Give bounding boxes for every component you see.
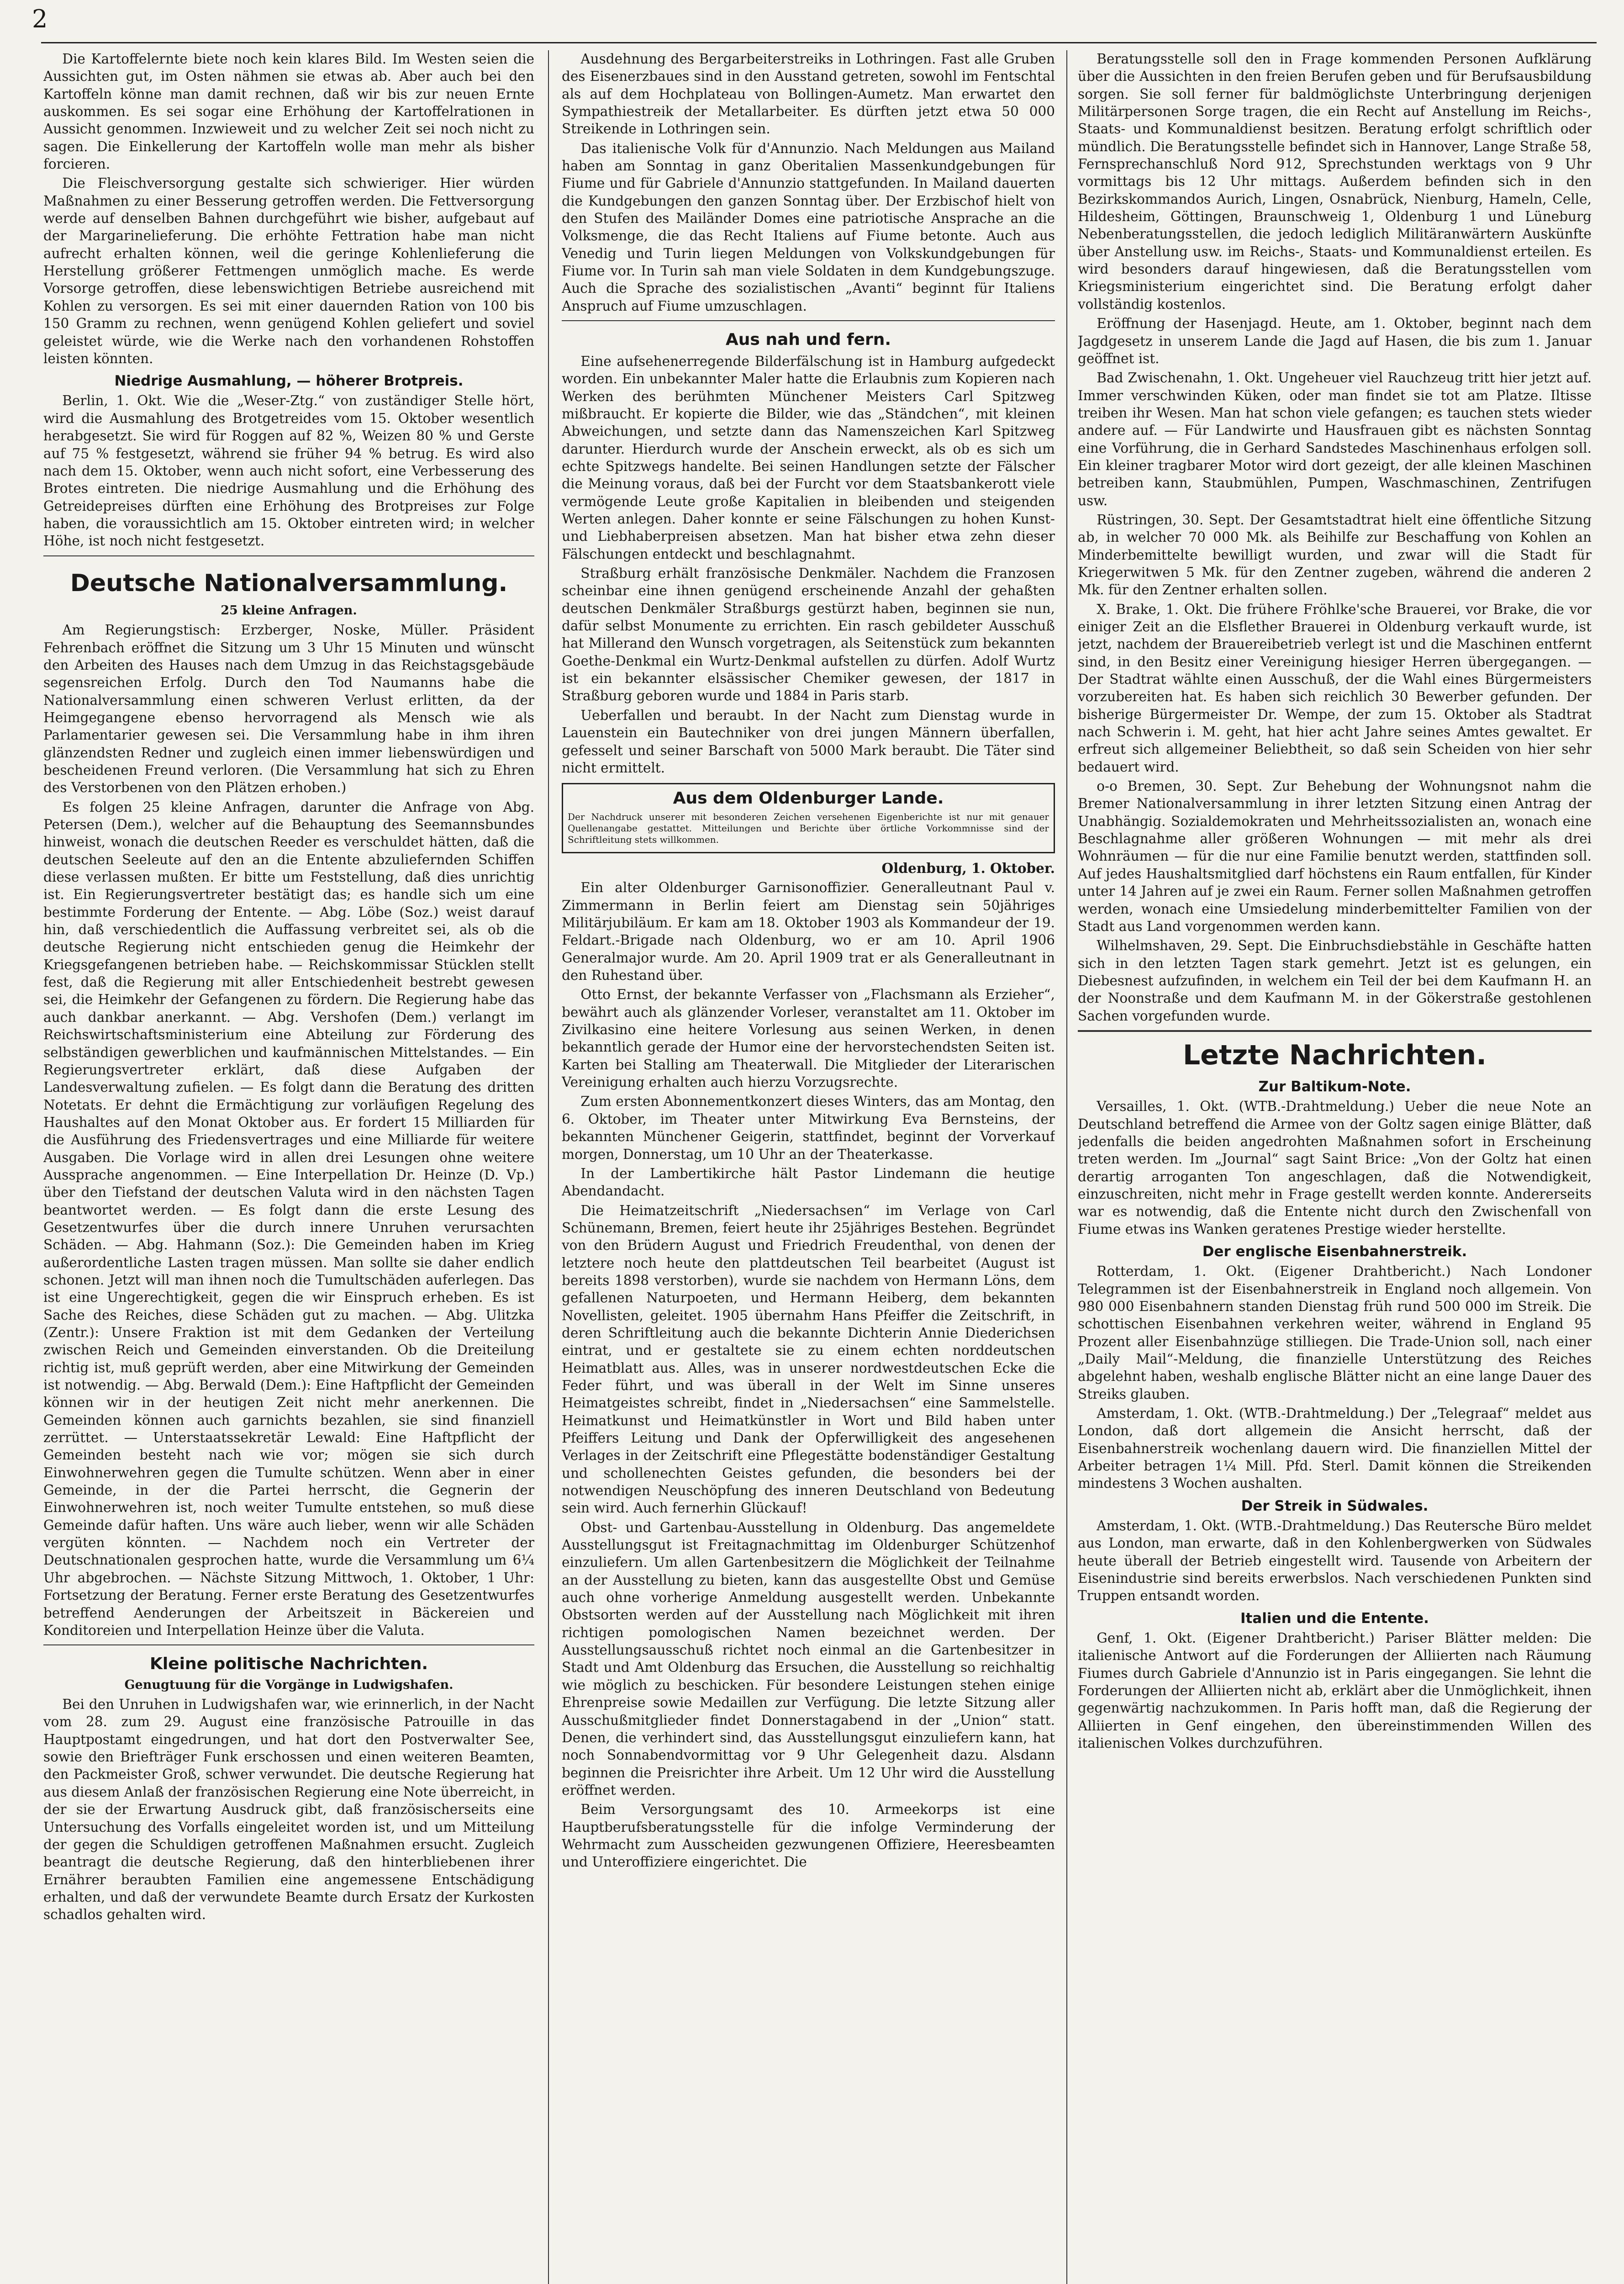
paragraph-strassburg: Straßburg erhält französische Denkmäler. Nachdem die Franzosen scheinbar eine ihnen genügend erscheinende Anzahl der gehaßten deutschen Denkmäler Straßburgs gestürzt haben, beginnen sie nun, dafür selbst Monumente zu errichten. Ein rasch gebildeter Ausschuß hat Millerand den Wunsch vorgetragen, als Seitenstück zum bekannten Goethe-Denkmal ein Wurtz-Denkmal aufstellen zu dürfen. Adolf Wurtz ist ein bekannter elsässischer Chemiker gewesen, der 1817 in Straßburg geboren wurde und 1884 in Paris starb. bbox=[562, 566, 1055, 704]
headline-nah-und-fern: Aus nah und fern. bbox=[725, 330, 891, 349]
paragraph-zwischenahn: Bad Zwischenahn, 1. Okt. Ungeheuer viel Rauchzeug tritt hier jetzt auf. Immer verschwinden Küken, oder man findet sie tot am Platze. Iltisse treiben ihr Wesen. Man hat schon viele gefangen; es tauchen stets wieder andere auf. — Für Landwirte und Hausfrauen gibt es nächsten Sonntag eine Vorführung, die in Gerhard Sandstedes Maschinenhaus erfolgen soll. Ein kleiner tragbarer Motor wird dort gezeigt, der alle kleinen Maschinen betreiben kann, Staubmühlen, Pumpen, Waschmaschinen, Zentrifugen usw. bbox=[1078, 370, 1592, 508]
paragraph-lothringen: Ausdehnung des Bergarbeiterstreiks in Lothringen. Fast alle Gruben des Eisenerzbaues sind in den Ausstand getreten, sowohl im Fentschtal als auf dem Hochplateau von Bollingen-Aumetz. Man erwartet den Sympathiestreik der Metallarbeiter. Es dürften jetzt etwa 50 000 Streikende in Lothringen sein. bbox=[562, 51, 1055, 137]
paragraph-beratungsstelle: Beratungsstelle soll den in Frage kommenden Personen Aufklärung über die Aussichten in den freien Berufen geben und für Berufsausbildung sorgen. Sie soll ferner für baldmöglichste Unterbringung derjenigen Militärpersonen Sorge tragen, die ein Recht auf Anstellung im Reichs-, Staats- und Kommunaldienst besitzen. Beratung erfolgt schriftlich oder mündlich. Die Beratungsstelle befindet sich in Hannover, Lange Straße 58, Fernsprechanschluß Nord 912, Sprechstunden werktags von 9 Uhr vormittags bis 12 Uhr mittags. Außerdem befinden sich in den Bezirkskommandos Aurich, Lingen, Osnabrück, Nienburg, Hameln, Celle, Hildesheim, Göttingen, Braunschweig 1, Oldenburg 1 und Lüneburg Nebenberatungsstellen, die jedoch lediglich Militäranwärtern Auskünfte über Anstellung usw. im Reichs-, Staats- und Kommunaldienst erteilen. Es wird besonders darauf hingewiesen, daß die Beratungsstellen vom Kriegsministerium eingerichtet sind. Die Beratung erfolgt daher vollständig kostenlos. bbox=[1078, 51, 1592, 312]
paragraph-kartoffelernte: Die Kartoffelernte biete noch kein klares Bild. Im Westen seien die Aussichten gut, im Osten nähmen sie etwas ab. Aber auch bei den Kartoffeln könne man damit rechnen, daß wir bis zur neuen Ernte auskommen. Es sei sogar eine Erhöhung der Kartoffelrationen in Aussicht genommen. Inzwieweit und zu welcher Zeit sei noch nicht zu sagen. Die Einkellerung der Kartoffeln wolle man mehr als bisher forcieren. bbox=[43, 51, 534, 172]
paragraph-niedersachsen: Die Heimatzeitschrift „Niedersachsen“ im Verlage von Carl Schünemann, Bremen, feiert heute ihr 25jähriges Bestehen. Begründet von den Brüdern August und Friedrich Freudenthal, von denen der letztere noch heute den plattdeutschen Teil bearbeitet (August ist bereits 1898 verstorben), wurde sie nachdem von Hermann Löns, dem gefallenen Naturpoeten, und Hermann Heiberg, dem bekannten Novellisten, geleitet. 1905 übernahm Hans Pfeiffer die Zeitschrift, in deren Schriftleitung auch die bekannte Dichterin Annie Diederichsen eintrat, und er gestaltete sie zu einem echten norddeutschen Heimatblatt aus. Alles, was in unserer nordwestdeutschen Ecke die Feder führt, und was überall in der Welt im Sinne unseres Heimatgeistes schreibt, findet in „Niedersachsen“ eine Sammelstelle. Heimatkunst und Heimatkünstler in Wort und Bild haben unter Pfeiffers Leitung und Dank der Opferwilligkeit des angesehenen Verlages in der Zeitschrift eine Pflegestätte bodenständiger Gestaltung und schollenechten Geistes gefunden, die besonders bei der notwendigen Neuschöpfung des inneren Deutschland von Bedeutung sein wird. Auch fernerhin Glückauf! bbox=[562, 1202, 1055, 1516]
subheadline-anfragen: 25 kleine Anfragen. bbox=[221, 603, 357, 618]
column-1 bbox=[43, 50, 534, 2284]
headline-baltikum-note: Zur Baltikum-Note. bbox=[1258, 1078, 1411, 1095]
paragraph-fleischversorgung: Die Fleischversorgung gestalte sich schwieriger. Hier würden Maßnahmen zu einer Besserung getroffen werden. Die Fettversorgung werde auf denselben Bahnen durchgeführt wie bisher, aufgebaut auf der Margarinelieferung. Die erhöhte Fettration habe man nicht aufrecht erhalten können, weil die geringe Kohlenlieferung die Herstellung größerer Fettmengen unmöglich mache. Es werde Vorsorge getroffen, diese lebenswichtigen Betriebe ausreichend mit Kohlen zu versorgen. Es sei mit einer dauernden Ration von 100 bis 150 Gramm zu rechnen, wenn genügend Kohlen geliefert und soviel geleistet würde, wie die Werke nach den vorhandenen Rohstoffen leisten könnten. bbox=[43, 175, 534, 366]
headline-eisenbahnerstreik: Der englische Eisenbahnerstreik. bbox=[1202, 1243, 1467, 1260]
paragraph-lambertikirche: In der Lambertikirche hält Pastor Lindemann die heutige Abendandacht. bbox=[562, 1165, 1055, 1199]
column-2 bbox=[562, 50, 1055, 2284]
headline-ausmahlung: Niedrige Ausmahlung, — höherer Brotpreis. bbox=[114, 373, 464, 390]
paragraph-anfragen: Es folgen 25 kleine Anfragen, darunter die Anfrage von Abg. Petersen (Dem.), welcher auf die Behauptung des Seemannsbundes hinweist, wonach die deutschen Reeder es verschuldet hätten, daß die deutschen Seeleute auf den an die Entente abzuliefernden Schiffen diese verlassen mußten. Er bitte um Feststellung, daß dies unrichtig ist. Ein Regierungsvertreter bestätigt das; es handle sich um eine bestimmte Forderung der Entente. — Abg. Löbe (Soz.) weist darauf hin, daß verschiedentlich die Auffassung verbreitet sei, als ob die deutsche Regierung nicht entschieden genug die Heimkehr der Kriegsgefangenen betrieben habe. — Reichskommissar Stücklen stellt fest, daß die Regierung mit aller Entschiedenheit bestrebt gewesen sei, die Heimkehr der Gefangenen zu fördern. Die Regierung habe das auch dankbar anerkannt. — Abg. Vershofen (Dem.) verlangt im Reichswirtschaftsministerium eine Abteilung zur Förderung des selbständigen gewerblichen und kaufmännischen Mittelstandes. — Ein Regierungsvertreter erklärt, daß diese Aufgaben der Landesverwaltung zufielen. — Es folgt dann die Beratung des dritten Notetats. Er dehnt die Ermächtigung zur vorläufigen Regelung des Haushaltes auf den Monat Oktober aus. Er fordert 15 Milliarden für die Ausführung des Friedensvertrages und eine Milliarde für weitere Ausgaben. Die Vorlage wird in allen drei Lesungen ohne weitere Aussprache angenommen. — Eine Interpellation Dr. Heinze (D. Vp.) über den Tiefstand der deutschen Valuta wird in den nächsten Tagen beantwortet werden. — Es folgt dann die erste Lesung des Gesetzentwurfes über die durch innere Unruhen verursachten Schäden. — Abg. Hahmann (Soz.): Die Gemeinden haben im Krieg außerordentliche Lasten tragen müssen. Man sollte sie daher endlich schonen. Jetzt will man ihnen noch die Tumultschäden auferlegen. Das ist eine Ungerechtigkeit, gegen die wir Einspruch erheben. Es ist Sache des Reiches, diese Schäden gut zu machen. — Abg. Ulitzka (Zentr.): Unsere Fraktion ist mit dem Gedanken der Verteilung zwischen Reich und Gemeinden einverstanden. Ob die Dreiteilung richtig ist, muß geprüft werden, aber eine Mitwirkung der Gemeinden ist notwendig. — Abg. Berwald (Dem.): Eine Haftpflicht der Gemeinden können wir in der heutigen Zeit nicht mehr anerkennen. Die Gemeinden können auch garnichts bezahlen, sie sind finanziell zerrüttet. — Unterstaatssekretär Lewald: Eine Haftpflicht der Gemeinden besteht nach wie vor; mögen sie sich durch Einwohnerwehren gegen die Tumulte schützen. Wenn aber in einer Gemeinde, in der die Partei herrscht, die Gegnerin der Einwohnerwehren ist, noch weiter Tumulte entstehen, so muß diese Gemeinde dafür haften. Uns wäre auch lieber, wenn wir alle Schäden vergüten könnten. — Nachdem noch ein Vertreter der Deutschnationalen gesprochen hatte, wurde die Versammlung um 6¼ Uhr abgebrochen. — Nächste Sitzung Mittwoch, 1. Oktober, 1 Uhr: Fortsetzung der Beratung. Ferner erste Beratung des Gesetzentwurfes betreffend Aenderungen der Arbeitszeit in Bäckereien und Konditoreien und Interpellation Heinze über die Valuta. bbox=[43, 799, 534, 1638]
paragraph-versorgungsamt: Beim Versorgungsamt des 10. Armeekorps ist eine Hauptberufsberatungsstelle für die infolge Verminderung der Wehrmacht zum Ausscheiden gezwungenen Offiziere, Heeresbeamten und Unteroffiziere eingerichtet. Die bbox=[562, 1802, 1055, 1870]
paragraph-sitzung: Am Regierungstisch: Erzberger, Noske, Müller. Präsident Fehrenbach eröffnet die Sitzung um 3 Uhr 15 Minuten und wünscht den Arbeiten des Hauses nach dem Umzug in das Reichstagsgebäude segensreichen Erfolg. Durch den Tod Naumanns habe die Nationalversammlung einen schweren Verlust erlitten, da der Heimgegangene ebenso hervorragend als Mensch wie als Parlamentarier gewesen sei. Die Versammlung habe in ihm ihren glänzendsten Redner und zugleich einen immer liebenswürdigen und bescheidenen Freund verloren. (Die Versammlung hat sich zu Ehren des Verstorbenen von den Plätzen erhoben.) bbox=[43, 622, 534, 796]
paragraph-amsterdam-reuter: Amsterdam, 1. Okt. (WTB.-Drahtmeldung.) Das Reutersche Büro meldet aus London, man erwarte, daß in den Kohlenbergwerken von Südwales heute überall der Betrieb eingestellt wird. Tausende von Arbeitern der Eisenindustrie sind bereits erwerbslos. Nach verschiedenen Punkten sind Truppen entsandt worden. bbox=[1078, 1518, 1592, 1604]
reprint-notice: Der Nachdruck unserer mit besonderen Zeichen versehenen Eigenberichte ist nur mit genauer Quellenangabe gestattet. Mitteilungen und Berichte über örtliche Vorkommnisse sind der Schriftleitung stets willkommen. bbox=[568, 811, 1049, 845]
paragraph-gartenbau: Obst- und Gartenbau-Ausstellung in Oldenburg. Das angemeldete Ausstellungsgut ist Freitagnachmittag im Oldenburger Schützenhof einzuliefern. Um allen Gartenbesitzern die Möglichkeit der Teilnahme an der Ausstellung zu bieten, kann das ausgestellte Obst und Gemüse auch ohne vorherige Anmeldung ausgestellt werden. Unbekannte Obstsorten werden auf der Ausstellung nach Möglichkeit mit ihren richtigen pomologischen Namen bezeichnet werden. Der Ausstellungsausschuß richtet noch einmal an die Gartenbesitzer in Stadt und Amt Oldenburg das Ersuchen, die Ausstellung so reichhaltig wie möglich zu beschicken. Für besondere Leistungen stehen einige Ehrenpreise sowie Medaillen zur Verfügung. Die letzte Sitzung aller Ausschußmitglieder findet Donnerstagabend in der „Union“ statt. Denen, die verhindert sind, das Ausstellungsgut einzuliefern kann, hat noch Sonnabendvormittag vor 9 Uhr Gelegenheit dazu. Alsdann beginnen die Preisrichter ihre Arbeit. Um 12 Uhr wird die Ausstellung eröffnet werden. bbox=[562, 1519, 1055, 1798]
paragraph-abonnementkonzert: Zum ersten Abonnementkonzert dieses Winters, das am Montag, den 6. Oktober, im Theater unter Mitwirkung Eva Bernsteins, der bekannten Münchener Geigerin, stattfindet, beginnt der Vorverkauf morgen, Donnerstag, um 10 Uhr an der Theaterkasse. bbox=[562, 1094, 1055, 1162]
dateline-oldenburg: Oldenburg, 1. Oktober. bbox=[881, 860, 1055, 876]
headline-kleine-nachrichten: Kleine politische Nachrichten. bbox=[149, 1655, 428, 1674]
paragraph-bilderfaelschung: Eine aufsehenerregende Bilderfälschung ist in Hamburg aufgedeckt worden. Ein unbekannter Maler hatte die Erlaubnis zum Kopieren nach Werken des berühmten Münchener Meisters Carl Spitzweg mißbraucht. Er kopierte die Bilder, wie das „Ständchen“, mit kleinen Abweichungen, und setzte dann das Namenszeichen Karl Spitzweg darunter. Hierdurch wurde der Anschein erweckt, als ob es sich um echte Spitzwegs handelte. Bei seinen Handlungen setzte der Fälscher die Meinung voraus, daß bei der Furcht vor dem Staatsbankerott viele vermögende Leute große Kapitalien in bleibenden und steigenden Werten anlegen. Daher konnte er seine Fälschungen zu hohen Kunst- und Liebhaberpreisen absetzen. Man hat bisher etwa zehn dieser Fälschungen entdeckt und beschlagnahmt. bbox=[562, 353, 1055, 562]
headline-nationalversammlung: Deutsche Nationalversammlung. bbox=[70, 569, 508, 597]
headline-oldenburger-lande: Aus dem Oldenburger Lande. bbox=[673, 789, 944, 808]
divider bbox=[43, 1644, 534, 1645]
page-number: 2 bbox=[32, 5, 48, 33]
header-rule bbox=[41, 42, 1597, 43]
paragraph-rotterdam: Rotterdam, 1. Okt. (Eigener Drahtbericht.) Nach Londoner Telegrammen ist der Eisenbahnerstreik in England noch allgemein. Von 980 000 Eisenbahnern standen Dienstag früh rund 500 000 im Streik. Die schottischen Eisenbahnen verkehren weiter, während in England 95 Prozent aller Eisenbahnzüge stilliegen. Die Trade-Union soll, nach einer „Daily Mail“-Meldung, die finanzielle Unterstützung des Reiches abgelehnt haben, weshalb englische Blätter nicht an eine lange Dauer des Streiks glauben. bbox=[1078, 1264, 1592, 1402]
paragraph-versailles: Versailles, 1. Okt. (WTB.-Drahtmeldung.) Ueber die neue Note an Deutschland betreffend die Armee von der Goltz sagen einige Blätter, daß jedenfalls die beiden angedrohten Maßnahmen sofort in Erscheinung treten werden. Im „Journal“ sagt Saint Brice: „Von der Goltz hat einen derartig arroganten Ton angeschlagen, daß die Notwendigkeit, einzuschreiten, nicht mehr in Frage gestellt werden konnte. Andererseits war es notwendig, daß die Entente nicht durch den Zwischenfall von Fiume etwas ins Wanken geratenes Prestige wieder herstellte. bbox=[1078, 1099, 1592, 1237]
column-3 bbox=[1078, 50, 1592, 2284]
oldenburg-section-box bbox=[562, 783, 1055, 853]
column-divider-2 bbox=[1066, 50, 1067, 2284]
paragraph-bremen: o-o Bremen, 30. Sept. Zur Behebung der Wohnungsnot nahm die Bremer Nationalversammlung in ihrer letzten Sitzung einen Antrag der Unabhängig. Sozialdemokraten und Mehrheitssozialisten an, wonach eine Beschlagnahme aller größeren Wohnungen — mit mehr als drei Wohnräumen — für die nur eine Familie benutzt werden, stattfinden soll. Auf jedes Haushaltsmitglied darf höchstens ein Raum entfallen, für Kinder unter 14 Jahren auf je zwei ein Raum. Ferner sollen Maßnahmen getroffen werden, wonach eine Umsiedelung minderbemittelter Familien von der Stadt aus Land vorgenommen werden kann. bbox=[1078, 778, 1592, 934]
column-divider-1 bbox=[548, 50, 549, 2284]
paragraph-fiume-kundgebungen: Das italienische Volk für d'Annunzio. Nach Meldungen aus Mailand haben am Sonntag in ganz Oberitalien Massenkundgebungen für Fiume und für Gabriele d'Annunzio stattgefunden. In Mailand dauerten die Kundgebungen den ganzen Sonntag über. Der Erzbischof hielt von den Stufen des Mailänder Domes eine patriotische Ansprache an die Volksmenge, die das Recht Italiens auf Fiume betonte. Auch aus Venedig und Turin liegen Meldungen von Volkskundgebungen für Fiume vor. In Turin sah man viele Soldaten in dem Kundgebungszuge. Auch die Sprache des sozialistischen „Avanti“ beginnt für Italiens Anspruch auf Fiume umzuschlagen. bbox=[562, 140, 1055, 314]
paragraph-ueberfallen: Ueberfallen und beraubt. In der Nacht zum Dienstag wurde in Lauenstein ein Bautechniker von drei jungen Männern überfallen, gefesselt und seiner Barschaft von 5000 Mark beraubt. Die Täter sind nicht ermittelt. bbox=[562, 707, 1055, 776]
paragraph-ludwigshafen: Bei den Unruhen in Ludwigshafen war, wie erinnerlich, in der Nacht vom 28. zum 29. August eine französische Patrouille in das Hauptpostamt eingedrungen, und hat dort den Postverwalter See, sowie den Briefträger Funk erschossen und einen weiteren Beamten, den Packmeister Groß, schwer verwundet. Die deutsche Regierung hat aus diesem Anlaß der französischen Regierung eine Note überreicht, in der sie der Erwartung Ausdruck gibt, daß französischerseits eine Untersuchung des Vorfalls eingeleitet worden ist, und um Mitteilung der gegen die Schuldigen getroffenen Maßnahmen ersucht. Zugleich beantragt die deutsche Regierung, daß den hinterbliebenen ihrer Ernährer beraubten Familien eine angemessene Entschädigung erhalten, und daß der verwundete Beamte durch Ersatz der Kurkosten schadlos gehalten wird. bbox=[43, 1697, 534, 1923]
divider bbox=[562, 320, 1055, 321]
divider bbox=[1078, 1030, 1592, 1032]
paragraph-brotpreis: Berlin, 1. Okt. Wie die „Weser-Ztg.“ von zuständiger Stelle hört, wird die Ausmahlung des Brotgetreides vom 15. Oktober wesentlich herabgesetzt. Sie wird für Roggen auf 82 %, Weizen 80 % und Gerste auf 75 % festgesetzt, während sie früher 94 % betrug. Es wird also nach dem 15. Oktober, wenn auch nicht sofort, eine Verbesserung des Brotes eintreten. Die niedrige Ausmahlung und die Erhöhung des Getreidepreises dürften eine Erhöhung des Brotpreises zur Folge haben, die voraussichtlich am 15. Oktober eintreten wird; in welcher Höhe, ist noch nicht festgesetzt. bbox=[43, 393, 534, 549]
paragraph-brake: X. Brake, 1. Okt. Die frühere Fröhlke'sche Brauerei, vor Brake, die vor einiger Zeit an die Elsflether Brauerei in Oldenburg verkauft wurde, ist jetzt, nachdem der Brauereibetrieb verlegt ist und die Maschinen entfernt sind, in den Besitz einer Vereinigung hiesiger Herren übergegangen. — Der Stadtrat wählte einen Ausschuß, der die Wahl eines Bürgermeisters vorzubereiten hat. Es haben sich reichlich 30 Bewerber gefunden. Der bisherige Bürgermeister Dr. Wempe, der zum 15. Oktober als Stadtrat nach Schwerin i. M. geht, hat hier acht Jahre seines Amtes gewaltet. Er erfreut sich allgemeiner Beliebtheit, so daß sein Scheiden von hier sehr bedauert wird. bbox=[1078, 601, 1592, 775]
paragraph-garnisonoffizier: Ein alter Oldenburger Garnisonoffizier. Generalleutnant Paul v. Zimmermann in Berlin feiert am Dienstag sein 50jähriges Militärjubiläum. Er kam am 18. Oktober 1903 als Kommandeur der 19. Feldart.-Brigade nach Oldenburg, wo er am 10. April 1906 Generalmajor wurde. Am 20. April 1909 trat er als Generalleutnant in den Ruhestand über. bbox=[562, 880, 1055, 983]
paragraph-otto-ernst: Otto Ernst, der bekannte Verfasser von „Flachsmann als Erzieher“, bewährt auch als glänzender Vorleser, veranstaltet am 11. Oktober im Zivilkasino eine heitere Vorlesung aus seinen Werken, in denen bekanntlich gerade der Humor eine der hervorstechendsten Seiten ist. Karten bei Stalling am Theaterwall. Die Mitglieder der Literarischen Vereinigung erhalten auch hierzu Vorzugsrechte. bbox=[562, 987, 1055, 1090]
headline-streik-suedwales: Der Streik in Südwales. bbox=[1241, 1497, 1429, 1514]
headline-letzte-nachrichten: Letzte Nachrichten. bbox=[1182, 1039, 1487, 1071]
paragraph-amsterdam-telegraaf: Amsterdam, 1. Okt. (WTB.-Drahtmeldung.) Der „Telegraaf“ meldet aus London, daß dort allgemein die Ansicht herrscht, daß der Eisenbahnerstreik wochenlang dauern wird. Die finanziellen Mittel der Arbeiter betragen 1¼ Mill. Pfd. Sterl. Damit können die Streikenden mindestens 3 Wochen aushalten. bbox=[1078, 1406, 1592, 1491]
paragraph-genf: Genf, 1. Okt. (Eigener Drahtbericht.) Pariser Blätter melden: Die italienische Antwort auf die Forderungen der Alliierten nach Räumung Fiumes durch Gabriele d'Annunzio ist in Paris eingegangen. Sie lehnt die Forderungen der Alliierten nicht ab, erklärt aber die Unmöglichkeit, ihnen gegenwärtig nachzukommen. In Paris hofft man, daß die Regierung der Alliierten in Genf eingehen, den übereinstimmenden Willen des italienischen Volkes durchzuführen. bbox=[1078, 1630, 1592, 1751]
paragraph-wilhelmshaven: Wilhelmshaven, 29. Sept. Die Einbruchsdiebstähle in Geschäfte hatten sich in den letzten Tagen stark gemehrt. Jetzt ist es gelungen, ein Diebesnest aufzufinden, in welchem ein Teil der bei dem Kaufmann H. an der Noonstraße und dem Kaufmann M. in der Gökerstraße gestohlenen Sachen vorgefunden wurde. bbox=[1078, 938, 1592, 1024]
subheadline-ludwigshafen: Genugtuung für die Vorgänge in Ludwigshafen. bbox=[124, 1678, 453, 1692]
divider bbox=[43, 555, 534, 556]
paragraph-hasenjagd: Eröffnung der Hasenjagd. Heute, am 1. Oktober, beginnt nach dem Jagdgesetz in unserem Lande die Jagd auf Hasen, die bis zum 1. Januar geöffnet ist. bbox=[1078, 316, 1592, 366]
headline-italien-entente: Italien und die Entente. bbox=[1240, 1610, 1429, 1627]
paragraph-ruestringen: Rüstringen, 30. Sept. Der Gesamtstadtrat hielt eine öffentliche Sitzung ab, in welcher 70 000 Mk. als Beihilfe zur Beschaffung von Kohlen an Minderbemittelte bewilligt wurden, und zwar will die Stadt für Kriegerwitwen 5 Mk. für den Zentner zugeben, während die anderen 2 Mk. für den Zentner erhalten sollen. bbox=[1078, 512, 1592, 598]
